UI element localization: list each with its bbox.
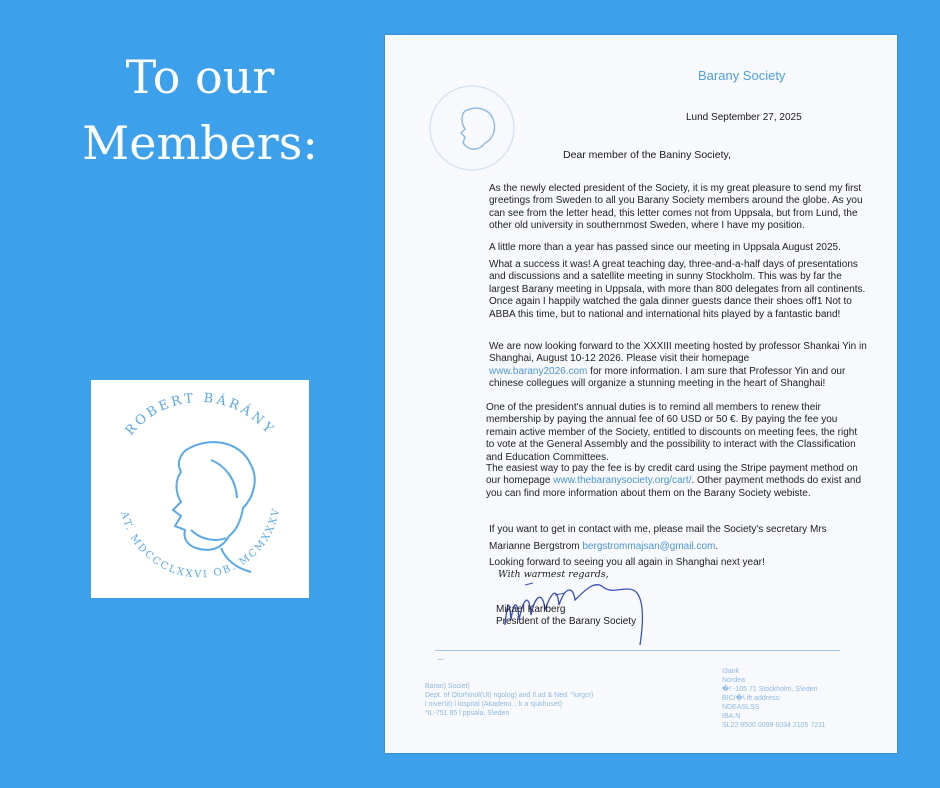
paragraph-payment bbox=[486, 463, 866, 500]
paragraph-shanghai bbox=[489, 341, 869, 391]
footer-dash: – bbox=[438, 654, 444, 665]
medal-top-text: ROBERT BÁRÁNY bbox=[122, 390, 278, 439]
bank-line: Nordea bbox=[722, 677, 745, 684]
page-heading bbox=[40, 44, 360, 176]
paragraph-membership-fee: One of the president's annual duties is to remind all members to renew their membership by paying the annual fee of 60 USD or 50 €. By paying the fee you remain active member of the Society, entitled to discounts on meeting fees, the right to vote at the General Assembly and the possibility to interact with the Classification and Education Committees. bbox=[486, 402, 858, 463]
barany-medal-logo bbox=[91, 380, 309, 598]
cart-link[interactable]: www.thebaranysociety.org/cart/ bbox=[553, 475, 692, 487]
footer-address bbox=[425, 682, 593, 718]
heading-line-1: To our bbox=[125, 50, 275, 104]
bank-line: I3ank bbox=[722, 668, 740, 675]
secretary-email-link[interactable]: bergstrommajsan@gmail.com bbox=[582, 541, 716, 552]
signer-title: President of the Barany Society bbox=[496, 616, 637, 627]
bank-line: BIC/�\ ift address: bbox=[722, 695, 781, 702]
medal-logo-card bbox=[91, 380, 309, 598]
bank-line: �! -105 71 Stockholm, S\eden bbox=[722, 686, 818, 693]
paragraph-success: What a success it was! A great teaching day, three-and-a-half days of presentations and discussions and a satellite meeting in sunny Stockholm. This was by far the largest Barany meeting in Uppsala, with more than 800 delegates from all continents. Once again I happily watched the gala dinner guests dance their shoes off1 Not to ABBA this time, but to national and international hits played by a fantastic band! bbox=[489, 259, 866, 320]
paragraph-intro: As the newly elected president of the Society, it is my great pleasure to send my first greetings from Sweden to all you Barany Society members around the globe. As you can see from the letter head, this letter comes not from Uppsala, but from Lund, the other old university in southernmost Sweden, where I have my position. bbox=[489, 183, 863, 232]
letter-date: Lund September 27, 2025 bbox=[686, 112, 802, 123]
bank-line: NDEASLSS bbox=[722, 704, 760, 711]
bank-line: SL22 9500 0099 6034 2105 7211 bbox=[722, 722, 826, 729]
paragraph-contact bbox=[489, 521, 869, 555]
letter-greeting: Dear member of the Baniny Society, bbox=[563, 149, 731, 161]
portrait-head-icon bbox=[173, 442, 255, 572]
address-line: Baran) Societ) bbox=[425, 683, 470, 690]
shanghai-text-b: for more information. I am sure that Professor Yin and our chinese collegues will organize a stunning meeting in the heart of Shanghai! bbox=[489, 365, 846, 390]
barany2026-link[interactable]: www.barany2026.com bbox=[489, 365, 588, 377]
letter-page bbox=[385, 35, 897, 753]
footer-bank-info bbox=[722, 667, 825, 730]
closing-line: Looking forward to seeing you all again in Shanghai next year! bbox=[489, 557, 765, 568]
medal-bottom-text: AT. MDCCCLXXVI OB. MCMXXXV bbox=[118, 506, 283, 581]
heading-line-2: Members: bbox=[82, 116, 318, 170]
address-line: Dept. of Otorhinol(Ut) ngolog) and Il.ad & Ned. "iurgcr) bbox=[425, 692, 594, 699]
address-line: l niver'iit) l lospital (Akademi... k a sjukhuset) bbox=[425, 701, 563, 708]
payment-text-a: The easiest way to pay the fee is by credit card using the Stripe payment method on our homepage bbox=[486, 463, 858, 487]
shanghai-text-a: We are now looking forward to the XXXIII meeting hosted by professor Shankai Yin in Shanghai, August 10-12 2026. Please visit their homepage bbox=[489, 341, 867, 365]
address-line: *IL-751 85 l ppsala. S\eden bbox=[425, 710, 510, 717]
footer-divider bbox=[435, 650, 840, 651]
regards-line: With warmest regards, bbox=[498, 569, 609, 580]
letterhead-org-name: Barany Society bbox=[698, 68, 786, 83]
signer-name: Mikael Karlberg bbox=[496, 604, 566, 615]
contact-text-a: If you want to get in contact with me, please mail the Society's secretary Mrs Marianne Bergstrom bbox=[489, 524, 827, 552]
contact-text-b: . bbox=[715, 541, 719, 552]
paragraph-meeting-recap: A little more than a year has passed since our meeting in Uppsala August 2025. bbox=[489, 242, 841, 253]
bank-line: IBA.N bbox=[722, 713, 741, 720]
letterhead-medal-icon bbox=[427, 83, 517, 173]
svg-text:ROBERT BÁRÁNY bbox=[123, 391, 278, 439]
payment-text-b: . Other payment methods do exist and you can find more information about them on the Barany Society webiste. bbox=[486, 475, 862, 499]
